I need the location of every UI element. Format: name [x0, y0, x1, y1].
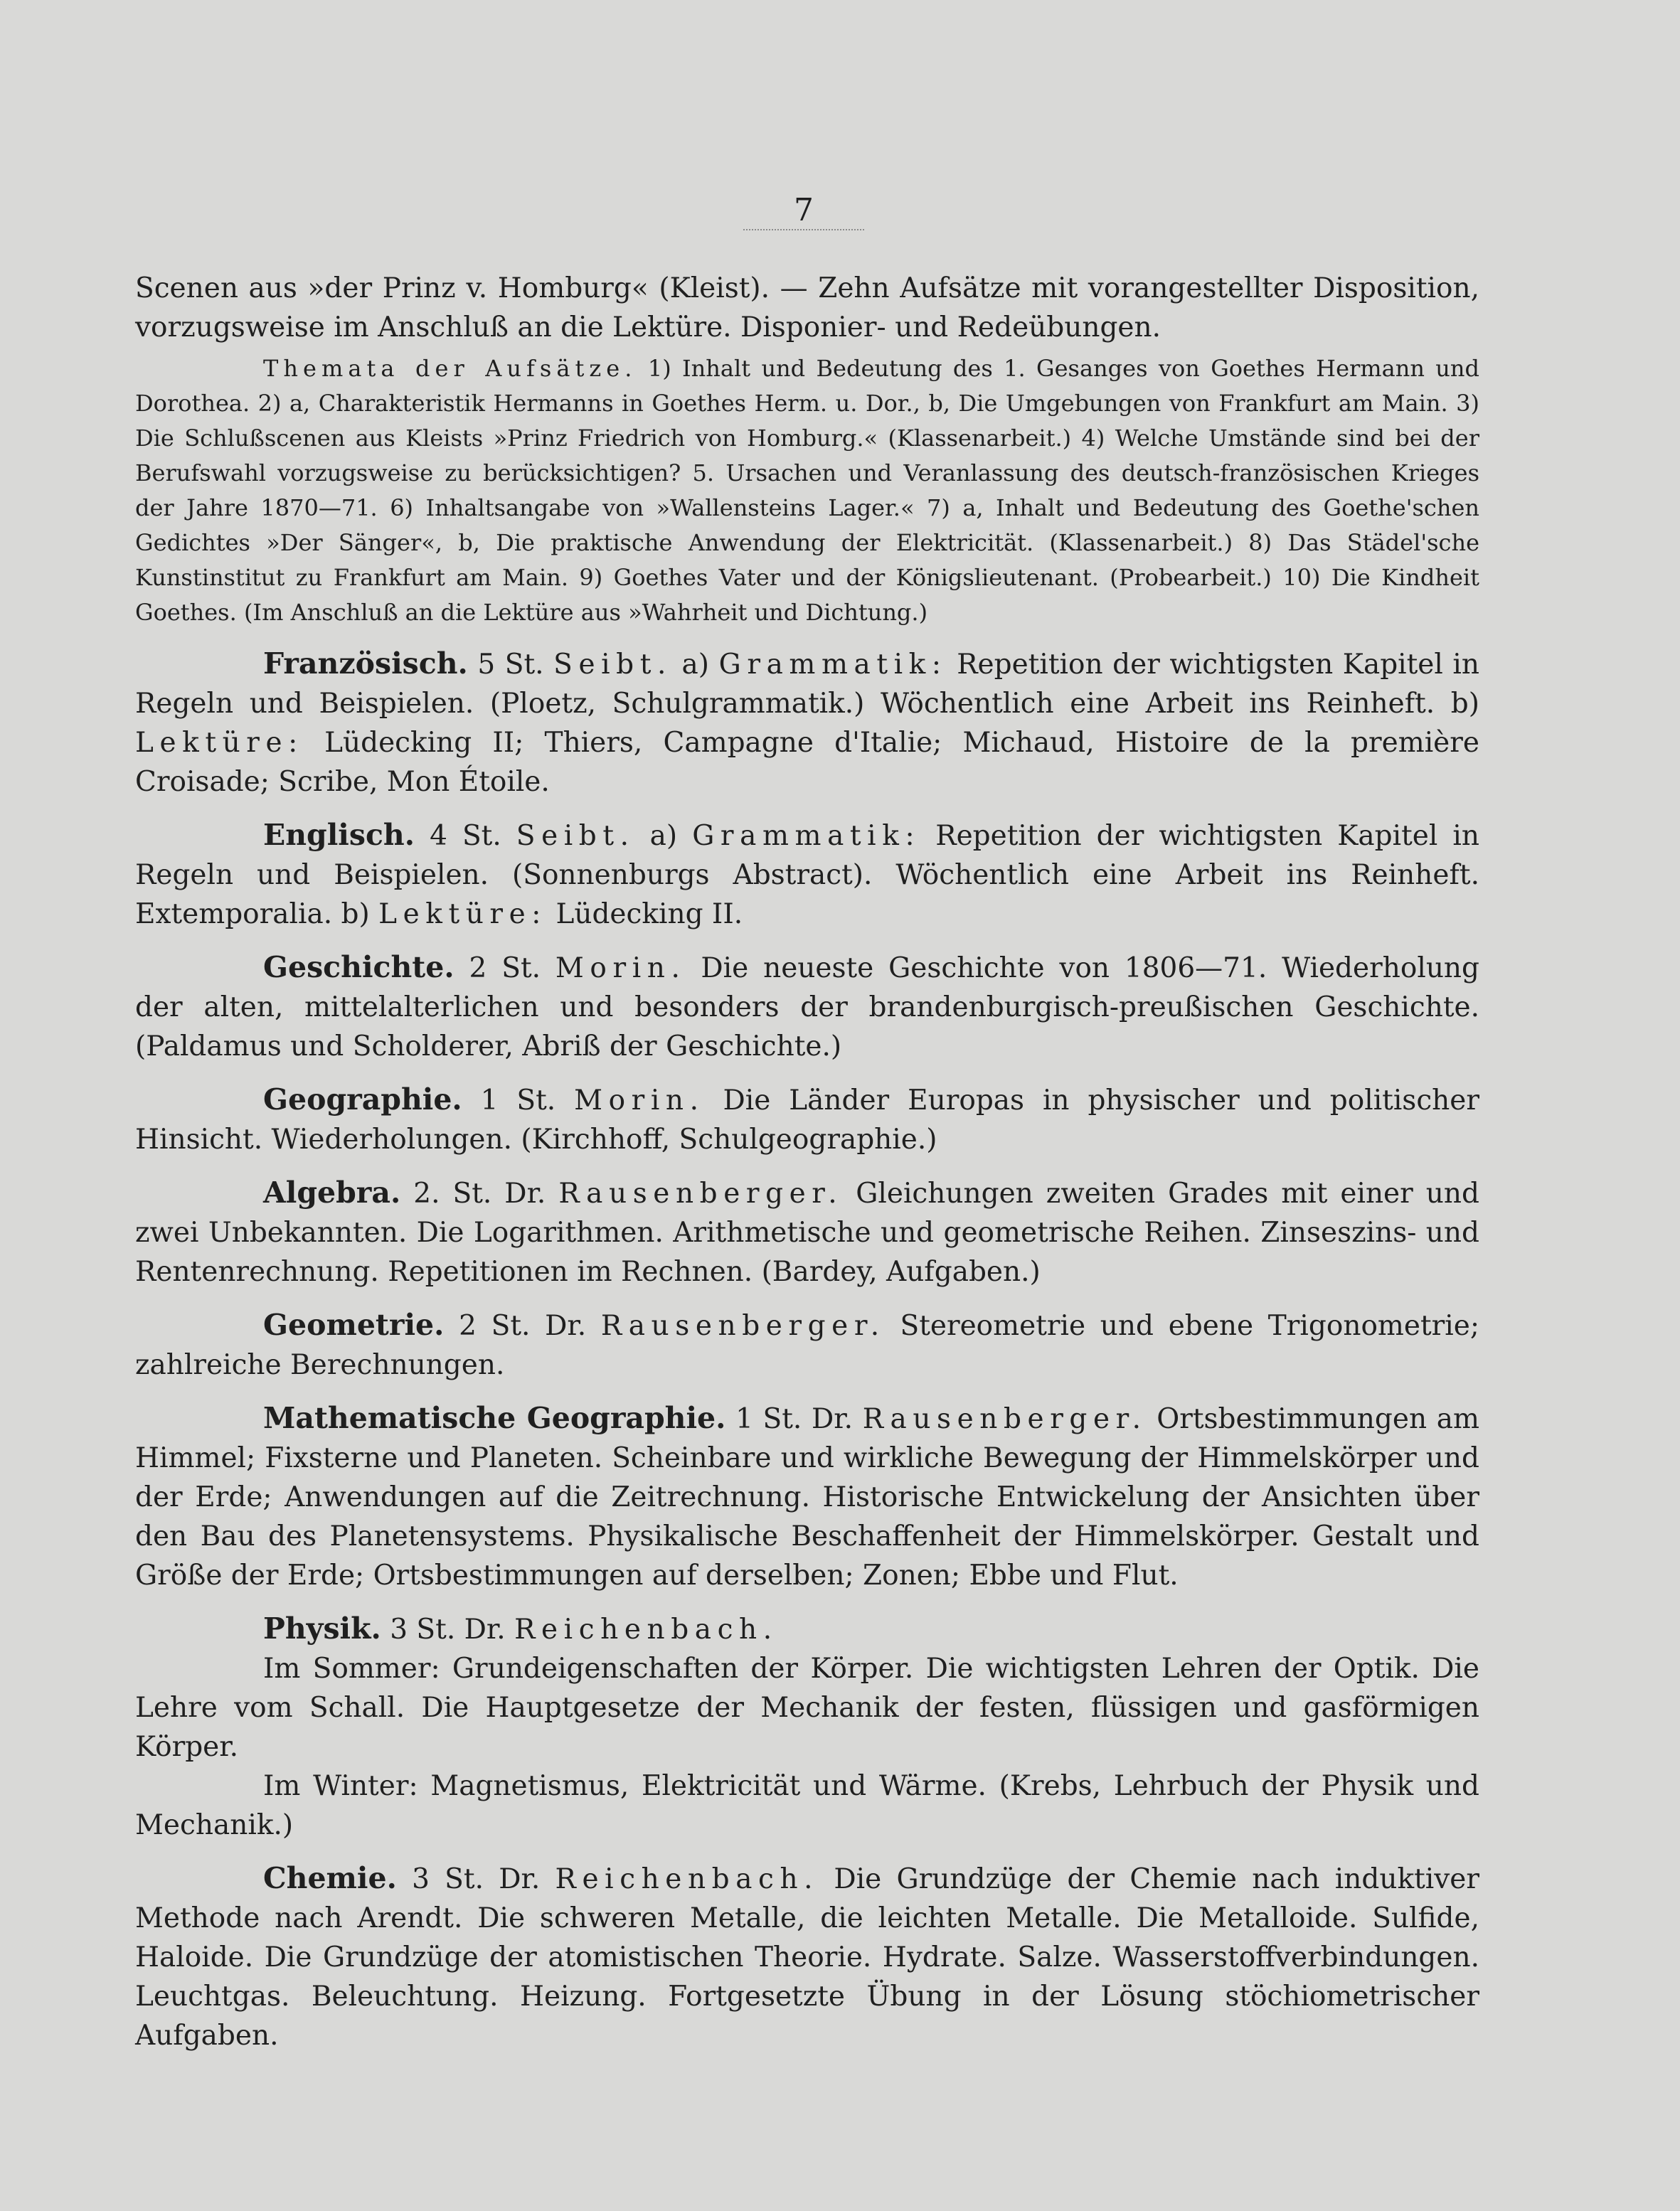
- section-title: Französisch.: [263, 646, 468, 681]
- section-text: Gleichungen zweiten Grades mit einer und zwei Unbekannten. Die Logarithmen. Arithmetische und geometrische Reihen. Zinseszins- und Rentenrechnung. Repetitionen im Rechnen. (Bardey, Aufgaben.): [135, 1178, 1479, 1288]
- section-title: Physik.: [263, 1611, 381, 1646]
- section-chemie: [135, 1859, 1479, 2055]
- section-teacher-prefix: Dr.: [504, 1178, 546, 1210]
- section-teacher: Seibt.: [516, 820, 635, 852]
- section-teacher-prefix: Dr.: [545, 1310, 587, 1342]
- section-teacher: Reichenbach.: [555, 1863, 819, 1895]
- section-hours: 2. St.: [413, 1178, 492, 1210]
- section-text: Lüdecking II; Thiers, Campagne d'Italie; Michaud, Histoire de la première Croisade; Scribe, Mon Étoile.: [135, 727, 1479, 798]
- section-physik: [135, 1609, 1479, 1649]
- section-text: a): [681, 649, 710, 681]
- section-geometrie: [135, 1306, 1479, 1385]
- intro-paragraph: Scenen aus »der Prinz v. Homburg« (Kleist). — Zehn Aufsätze mit vorangestellter Disposition, vorzugsweise im Anschluß an die Lektüre. Disponier- und Redeübungen.: [135, 272, 1479, 343]
- section-teacher-prefix: Dr.: [499, 1863, 541, 1895]
- section-title: Englisch.: [263, 818, 415, 852]
- section-text: Repetition der wichtigsten Kapitel in Regeln und Beispielen. (Ploetz, Schulgrammatik.) Wöchentlich eine Arbeit ins Reinheft. b): [135, 649, 1480, 720]
- section-hours: 5 St.: [477, 649, 544, 681]
- section-hours: 3 St.: [412, 1863, 484, 1895]
- section-text: Die Länder Europas in physischer und politischer Hinsicht. Wiederholungen. (Kirchhoff, Schulgeographie.): [135, 1085, 1480, 1156]
- section-text: Die neueste Geschichte von 1806—71. Wiederholung der alten, mittelalterlichen und besonders der brandenburgisch-preußischen Geschichte. (Paldamus und Scholderer, Abriß der Geschichte.): [135, 952, 1480, 1062]
- section-hours: 2 St.: [469, 952, 541, 984]
- section-teacher: Morin.: [574, 1085, 705, 1117]
- section-teacher: Morin.: [555, 952, 686, 984]
- section-sublabel: Grammatik:: [718, 649, 947, 681]
- section-text: Lüdecking II.: [555, 898, 743, 930]
- section-algebra: [135, 1173, 1479, 1291]
- section-hours: 2 St.: [459, 1310, 531, 1342]
- section-teacher: Rausenberger.: [862, 1403, 1147, 1435]
- section-text: Repetition der wichtigsten Kapitel in Regeln und Beispielen. (Sonnenburgs Abstract). Wöchentlich eine Arbeit ins Reinheft. Extemporalia. b): [135, 820, 1479, 930]
- section-geschichte: [135, 948, 1479, 1066]
- section-sublabel: Lektüre:: [135, 727, 304, 759]
- section-title: Geometrie.: [263, 1308, 445, 1342]
- themata-text: 1) Inhalt und Bedeutung des 1. Gesanges von Goethes Hermann und Dorothea. 2) a, Charakteristik Hermanns in Goethes Herm. u. Dor., b, Die Umgebungen von Frankfurt am Main. 3) Die Schlußscenen aus Kleists »Prinz Friedrich von Homburg.« (Klassenarbeit.) 4) Welche Umstände sind bei der Berufswahl vorzugsweise zu berücksichtigen? 5. Ursachen und Veranlassung des deutsch-französischen Krieges der Jahre 1870—71. 6) Inhaltsangabe von »Wallensteins Lager.« 7) a, Inhalt und Bedeutung des Goethe'schen Gedichtes »Der Sänger«, b, Die praktische Anwendung der Elektricität. (Klassenarbeit.) 8) Das Städel'sche Kunstinstitut zu Frankfurt am Main. 9) Goethes Vater und der Königslieutenant. (Probearbeit.) 10) Die Kindheit Goethes. (Im Anschluß an die Lektüre aus »Wahrheit und Dichtung.): [135, 355, 1480, 626]
- section-franzoesisch: [135, 644, 1479, 801]
- page-number: 7: [794, 192, 814, 228]
- section-hours: 1 St.: [480, 1085, 556, 1117]
- section-teacher: Rausenberger.: [558, 1178, 844, 1210]
- section-sublabel: Lektüre:: [378, 898, 548, 930]
- section-title: Mathematische Geographie.: [263, 1401, 726, 1435]
- section-englisch: [135, 816, 1479, 934]
- section-geographie: [135, 1080, 1479, 1159]
- section-math-geographie: [135, 1399, 1479, 1595]
- section-hours: 4 St.: [430, 820, 501, 852]
- section-sublabel: Grammatik:: [692, 820, 921, 852]
- section-text: Stereometrie und ebene Trigonometrie; zahlreiche Berechnungen.: [135, 1310, 1479, 1381]
- section-title: Chemie.: [263, 1861, 397, 1895]
- section-teacher-prefix: Dr.: [812, 1403, 854, 1435]
- themata-label: Themata der Aufsätze.: [263, 355, 637, 382]
- physik-winter: Im Winter: Magnetismus, Elektricität und Wärme. (Krebs, Lehrbuch der Physik und Mechanik.): [135, 1770, 1479, 1841]
- section-teacher: Seibt.: [553, 649, 672, 681]
- section-teacher-prefix: Dr.: [464, 1614, 506, 1646]
- section-text: a): [649, 820, 678, 852]
- section-text: Die Grundzüge der Chemie nach induktiver Methode nach Arendt. Die schweren Metalle, die leichten Metalle. Die Metalloide. Sulfide, Haloide. Die Grundzüge der atomistischen Theorie. Hydrate. Salze. Wasserstoffverbindungen. Leuchtgas. Beleuchtung. Heizung. Fortgesetzte Übung in der Lösung stöchiometrischer Aufgaben.: [135, 1863, 1480, 2052]
- section-hours: 1 St.: [735, 1403, 802, 1435]
- section-title: Algebra.: [263, 1176, 401, 1210]
- section-text: Ortsbestimmungen am Himmel; Fixsterne und Planeten. Scheinbare und wirkliche Bewegung der Himmelskörper und der Erde; Anwendungen auf die Zeitrechnung. Historische Entwickelung der Ansichten über den Bau des Planetensystems. Physikalische Beschaffenheit der Himmelskörper. Gestalt und Größe der Erde; Ortsbestimmungen auf derselben; Zonen; Ebbe und Flut.: [135, 1403, 1479, 1592]
- section-teacher: Rausenberger.: [600, 1310, 886, 1342]
- page-number-rule: [743, 229, 864, 230]
- themata-paragraph: [135, 351, 1479, 630]
- physik-sommer: Im Sommer: Grundeigenschaften der Körper. Die wichtigsten Lehren der Optik. Die Lehre vom Schall. Die Hauptgesetze der Mechanik der festen, flüssigen und gasförmigen Körper.: [135, 1653, 1479, 1763]
- section-teacher: Reichenbach.: [514, 1614, 778, 1646]
- section-hours: 3 St.: [390, 1614, 456, 1646]
- section-title: Geographie.: [263, 1082, 462, 1117]
- page-content: [135, 269, 1479, 2055]
- section-title: Geschichte.: [263, 950, 454, 984]
